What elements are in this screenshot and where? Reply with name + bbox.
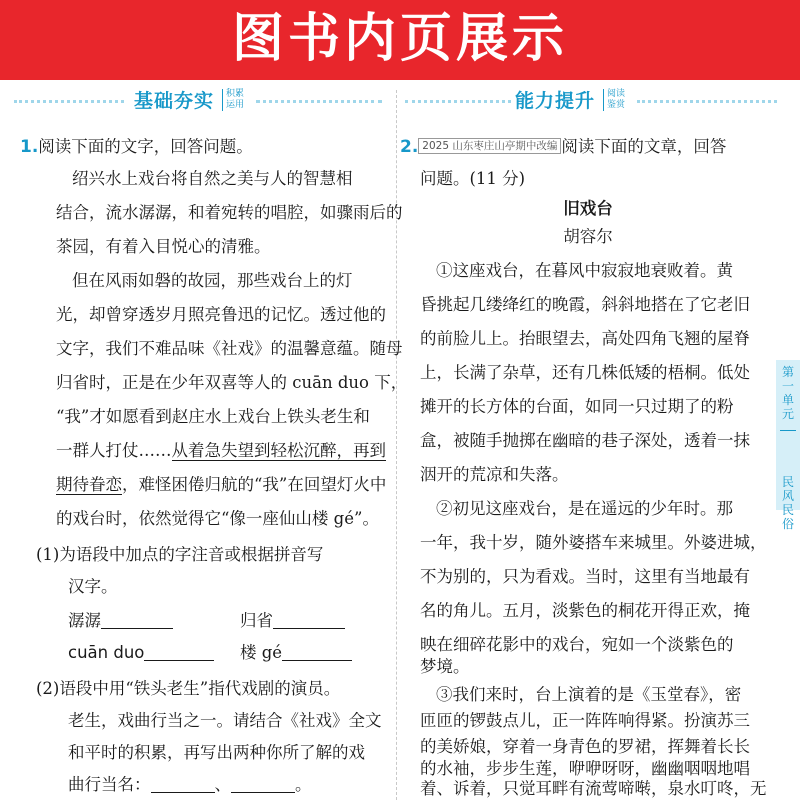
q1-sub2-line-4	[68, 770, 312, 800]
q1-fill-d-blank[interactable]	[282, 641, 352, 661]
side-tab-unit-label: 第一单元	[781, 365, 794, 421]
q1-sub1-line-2	[68, 572, 118, 602]
q2-line-15: 匝匝的锣鼓点儿，正一阵阵响得紧。扮演苏三	[420, 711, 750, 730]
left-section-subtitle-2: 运用	[226, 100, 245, 110]
q2-prompt-line	[400, 132, 726, 162]
q2-line-12: 映在细碎花影中的戏台，宛如一个淡紫色的	[420, 635, 734, 654]
q2-line-5: 摊开的长方体的台面，如同一只过期了的粉	[420, 397, 734, 416]
q1-line-2	[56, 198, 403, 228]
q1-fill-d-label: 楼 gé	[240, 643, 283, 662]
q1-fill-c-label: cuān duo	[68, 643, 145, 662]
q1-line-4-text: 但在风雨如磐的故园，那些戏台上的灯	[72, 271, 353, 290]
q1-line-6	[56, 334, 403, 364]
q1-sub2-text-4: 曲行当名：	[68, 775, 151, 794]
q1-fill-row-1	[68, 606, 173, 636]
left-section-subtitle-1: 积累	[226, 89, 245, 99]
right-header-rule-left	[405, 100, 511, 103]
q2-line-7: 洇开的荒凉和失落。	[420, 465, 569, 484]
q1-fill-b-blank[interactable]	[273, 609, 345, 629]
q1-line-11	[56, 504, 379, 534]
q1-prompt-line	[20, 132, 253, 162]
q1-line-8	[56, 402, 370, 432]
q2-line-4: 上，长满了杂草，还有几株低矮的梧桐。低处	[420, 363, 750, 382]
q1-number: 1.	[20, 137, 39, 157]
q1-fill-row-1b	[240, 606, 345, 636]
q1-line-3-text: 茶园，有着入目悦心的清雅。	[56, 237, 271, 256]
q2-prompt-2: 问题。(11 分)	[420, 169, 526, 188]
q1-line-6-text: 文字，我们不难品味《社戏》的温馨意蕴。随母	[56, 339, 403, 358]
q2-line-14: ③我们来时，台上演着的是《玉堂春》，密	[436, 685, 742, 704]
q1-fill-row-2b	[240, 638, 352, 668]
q1-line-4	[72, 266, 353, 296]
right-section-subtitle-2: 鉴赏	[607, 100, 626, 110]
q1-line-11-text: 的戏台时，依然觉得它“像一座仙山楼 gé”。	[56, 509, 379, 528]
q2-line-17: 的水袖，步步生莲，咿咿呀呀，幽幽咽咽地唱	[420, 759, 750, 778]
right-section-subtitle-1: 阅读	[607, 89, 626, 99]
q1-line-10-text: ，难怪困倦归航的“我”在回望灯火中	[122, 475, 387, 494]
q1-sub2-blank-1[interactable]	[151, 773, 215, 793]
column-divider	[396, 90, 397, 800]
q1-line-9	[56, 436, 386, 466]
left-section-subtitle	[222, 89, 248, 111]
q2-line-11: 名的角儿。五月，淡紫色的桐花开得正欢，掩	[420, 601, 750, 620]
q1-sub1-label: (1)	[36, 545, 60, 564]
q2-line-10: 不为别的，只为看戏。当时，这里有当地最有	[420, 567, 750, 586]
q1-line-7	[56, 368, 407, 398]
q1-sub2-label: (2)	[36, 679, 60, 698]
q2-line-9: 一年，我十岁，随外婆搭车来城里。外婆进城，	[420, 533, 767, 552]
q1-line-1-text: 绍兴水上戏台将自然之美与人的智慧相	[72, 169, 353, 188]
q1-line-5	[56, 300, 386, 330]
q2-number: 2.	[400, 137, 419, 157]
q2-source-tag: 2025 山东枣庄山亭期中改编	[418, 138, 561, 154]
q1-sub1-text-2: 汉字。	[68, 577, 118, 596]
q2-line-8: ②初见这座戏台，是在遥远的少年时。那	[436, 499, 733, 518]
q1-fill-row-2	[68, 638, 214, 668]
right-header-rule-right	[637, 100, 777, 103]
left-header-rule-right	[256, 100, 382, 103]
q1-line-9-text: 一群人打仗……	[56, 441, 172, 460]
q2-line-18: 着、诉着，只觉耳畔有流莺啼啭，泉水叮咚，无	[420, 779, 767, 798]
q1-fill-c-blank[interactable]	[144, 641, 214, 661]
banner-title: 图书内页展示	[231, 9, 568, 69]
q1-line-2-text: 结合，流水潺潺，和着宛转的唱腔，如骤雨后的	[56, 203, 403, 222]
left-section-title: 基础夯实	[134, 90, 215, 112]
q2-line-13: 梦境。	[420, 657, 470, 676]
right-section-title: 能力提升	[515, 90, 596, 112]
q1-line-10	[56, 470, 386, 500]
q1-sub2-sep: 、	[214, 775, 231, 794]
q1-sub2-text-1: 语段中用“铁头老生”指代戏剧的演员。	[59, 679, 341, 698]
q1-fill-a-label: 潺潺	[68, 611, 101, 630]
left-header-rule-left	[14, 100, 124, 103]
theme-side-tab	[776, 470, 800, 560]
right-section-header	[397, 88, 800, 114]
left-section-header	[0, 88, 396, 114]
q2-line-2: 昏挑起几缕绛红的晚霞，斜斜地搭在了它老旧	[420, 295, 750, 314]
q1-sub2-end: 。	[295, 775, 312, 794]
banner	[0, 0, 800, 80]
q1-sub2-line-2	[68, 706, 382, 736]
q1-underlined-phrase-2: 期待眷恋	[56, 475, 122, 494]
q1-underlined-phrase-1: 从着急失望到轻松沉醉，再到	[171, 441, 386, 460]
q1-sub2-text-3: 和平时的积累，再写出两种你所了解的戏	[68, 743, 365, 762]
right-section-subtitle	[603, 89, 629, 111]
q1-sub2-blank-2[interactable]	[231, 773, 295, 793]
q2-line-3: 的前脸儿上。抬眼望去，高处四角飞翘的屋脊	[420, 329, 750, 348]
q1-prompt: 阅读下面的文字，回答问题。	[38, 137, 253, 156]
q2-line-16: 的美娇娘，穿着一身青色的罗裙，挥舞着长长	[420, 737, 750, 756]
q1-sub2-line-3	[68, 738, 365, 768]
q2-prompt-1: 阅读下面的文章，回答	[561, 137, 727, 156]
article-author: 胡容尔	[563, 227, 613, 246]
q2-line-6: 盒，被随手抛掷在幽暗的巷子深处，透着一抹	[420, 431, 750, 450]
q1-line-7-text: 归省时，正是在少年双喜等人的 cuān duo 下，	[56, 373, 408, 392]
q1-line-8-text: “我”才如愿看到赵庄水上戏台上铁头老生和	[56, 407, 370, 426]
q1-line-3	[56, 232, 271, 262]
q1-sub2-line-1	[36, 674, 340, 704]
q1-sub1	[36, 540, 323, 570]
article-title: 旧戏台	[563, 199, 613, 218]
q1-fill-a-blank[interactable]	[101, 609, 173, 629]
q2-prompt-line-2	[420, 164, 525, 194]
q1-line-1	[72, 164, 353, 194]
q1-line-5-text: 光，却曾穿透岁月照亮鲁迅的记忆。透过他的	[56, 305, 386, 324]
q1-sub2-text-2: 老生，戏曲行当之一。请结合《社戏》全文	[68, 711, 382, 730]
side-tab-rule	[780, 430, 796, 431]
side-tab-theme-label: 民风民俗	[781, 475, 794, 531]
q1-sub1-text-1: 为语段中加点的字注音或根据拼音写	[59, 545, 324, 564]
q1-fill-b-label: 归省	[240, 611, 273, 630]
q2-line-1: ①这座戏台，在暮风中寂寂地衰败着。黄	[436, 261, 733, 280]
